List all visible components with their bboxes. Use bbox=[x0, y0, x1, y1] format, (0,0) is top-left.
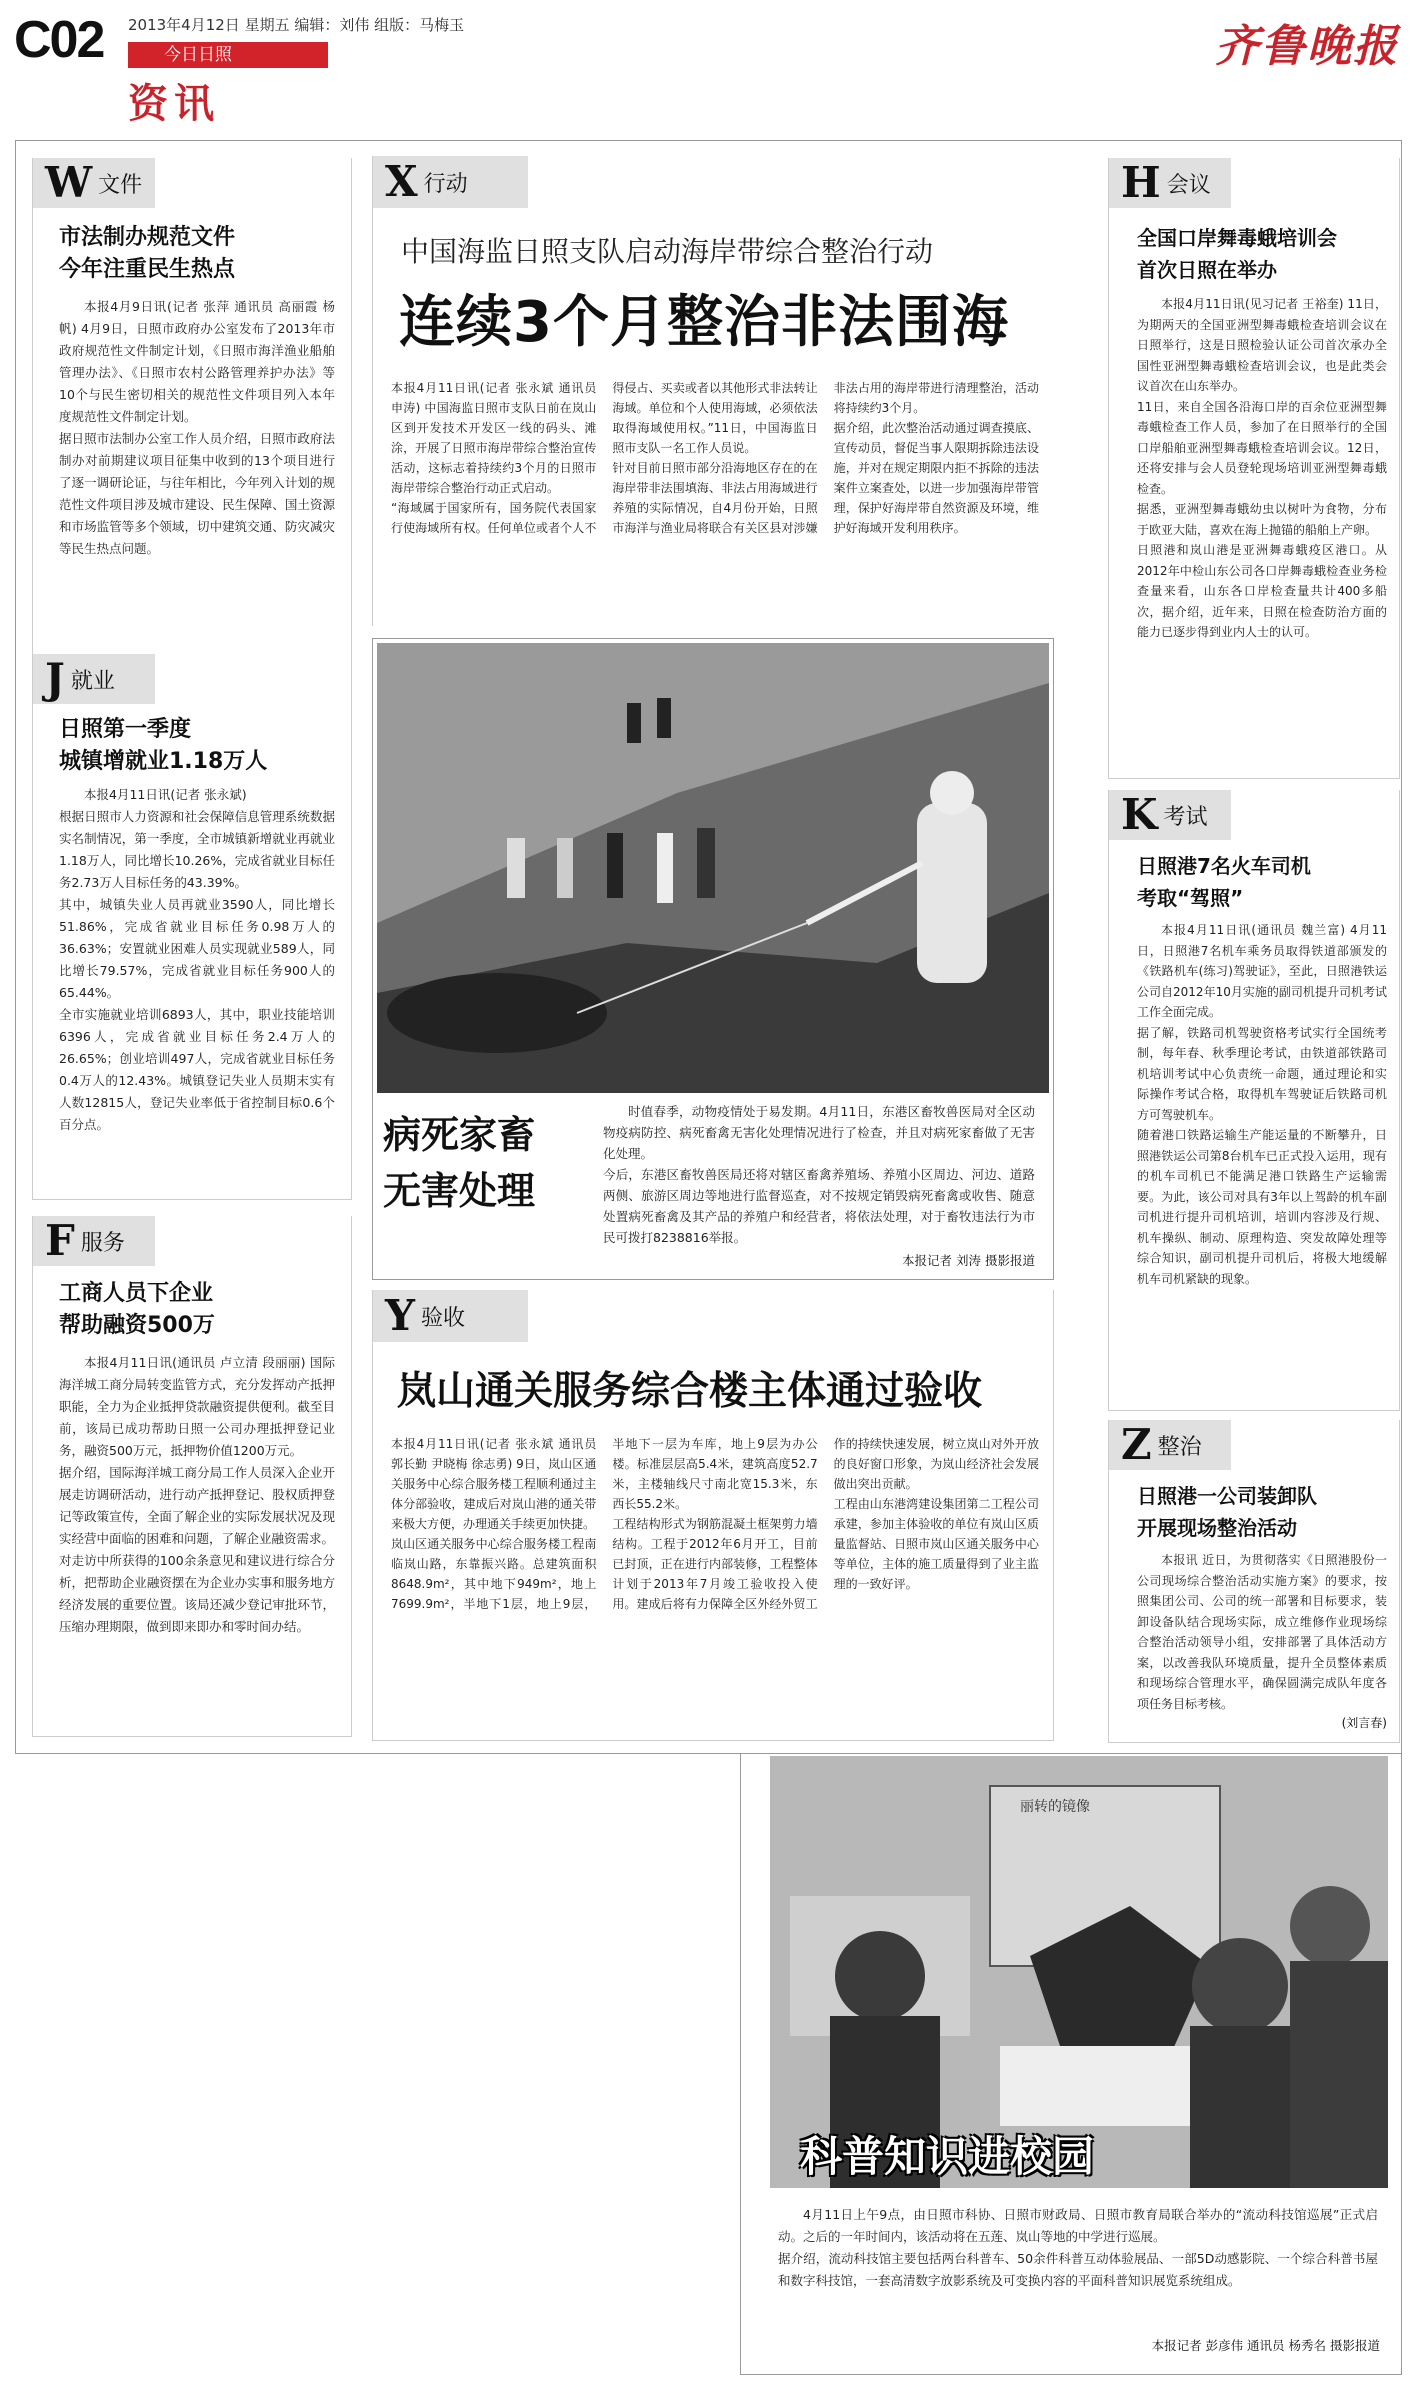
photo-credit: 本报记者 彭彦伟 通讯员 杨秀名 摄影报道 bbox=[1151, 2338, 1380, 2353]
livestock-disposal-photo bbox=[377, 643, 1049, 1093]
headline-line2: 考取“驾照” bbox=[1137, 886, 1244, 910]
tag-letter: Z bbox=[1121, 1420, 1152, 1469]
headline-line1: 日照港7名火车司机 bbox=[1137, 854, 1311, 878]
page-meta: 2013年4月12日 星期五 编辑：刘伟 组版：马梅玉 bbox=[128, 16, 465, 34]
article-z bbox=[1108, 1420, 1400, 1743]
headline-line1: 日照港一公司装卸队 bbox=[1137, 1484, 1317, 1508]
article-body: 本报4月11日讯(记者 张永斌 通讯员 郭长勤 尹晓梅 徐志勇) 9日，岚山区通关服务中心综合服务楼工程顺利通过主体分部验收，建成后对岚山港的通关带来极大方便，办理通关手续更加快捷。 岚山区通关服务中心综合服务楼工程南临岚山路，东靠振兴路。总建筑面积8648.9m²，其中地下949m²，地上7699.9m²，半地下1层，地上9层，半地下一层为车库，地上9层为办公楼。标准层层高5.4米，建筑高度52.7米，主楼轴线尺寸南北宽15.3米，东西长55.2米。 工程结构形式为钢筋混凝土框架剪力墙结构。工程于2012年6月开工，目前已封顶，正在进行内部装修，工程整体计划于2013年7月竣工验收投入使用。建成后将有力保障全区外经外贸工作的持续快速发展，树立岚山对外开放的良好窗口形象，为岚山经济社会发展做出突出贡献。 工程由山东港湾建设集团第二工程公司承建，参加主体验收的单位有岚山区质量监督站、日照市岚山区通关服务中心等单位，主体的施工质量得到了业主监理的一致好评。 bbox=[391, 1437, 1039, 1611]
article-k bbox=[1108, 790, 1400, 1411]
photo-credit: 本报记者 刘涛 摄影报道 bbox=[902, 1253, 1035, 1268]
headline-line1: 工商人员下企业 bbox=[59, 1281, 214, 1306]
tag-letter: Y bbox=[385, 1291, 415, 1340]
main-headline: 岚山通关服务综合楼主体通过验收 bbox=[397, 1369, 983, 1414]
article-body: 本报4月11日讯(记者 张永斌 通讯员 申涛) 中国海监日照市支队日前在岚山区到开发技术开发区一线的码头、滩涂，开展了日照市海岸带综合整治宣传活动，这标志着持续约3个月的日照市海岸带综合整治行动正式启动。 “海域属于国家所有，国务院代表国家行使海域所有权。任何单位或者个人不得侵占、买卖或者以其他形式非法转让海域。单位和个人使用海域，必须依法取得海域使用权。”11日，中国海监日照市支队一名工作人员说。 针对目前日照市部分沿海地区存在的在海岸带非法围填海、非法占用海域进行养殖的实际情况，自4月份开始，日照市海洋与渔业局将联合有关区县对涉嫌非法占用的海岸带进行清理整治，活动将持续约3个月。 据介绍，此次整治活动通过调查摸底、宣传动员，督促当事人限期拆除违法设施，并对在规定期限内拒不拆除的违法案件立案查处，以进一步加强海岸带管理，保护好海岸带自然资源及环境，维护好海域开发利用秩序。 bbox=[391, 381, 1039, 535]
tag-letter: W bbox=[45, 158, 93, 207]
article-h bbox=[1108, 158, 1400, 779]
newspaper-masthead: 齐鲁晚报 bbox=[1215, 21, 1399, 72]
tag-label: 整治 bbox=[1157, 1434, 1202, 1460]
tag-label: 考试 bbox=[1163, 804, 1208, 830]
article-body: 本报4月11日讯(通讯员 魏兰富) 4月11日，日照港7名机车乘务员取得铁道部颁发的《铁路机车(练习)驾驶证》，至此，日照港铁运公司自2012年10月实施的副司机提升司机考试工作全面完成。 据了解，铁路司机驾驶资格考试实行全国统考制，每年春、秋季理论考试，由铁道部铁路司机培训考试中心负责统一命题，通过理论和实际操作考试合格，取得机车驾驶证后铁路司机方可驾驶机车。 随着港口铁路运输生产能运量的不断攀升，日照港铁运公司第8台机车已正式投入运用，现有的机车司机已不能满足港口铁路生产运输需要。为此，该公司对具有3年以上驾龄的机车副司机进行提升司机培训，培训内容涉及行规、机车操纵、制动、原理构造、突发故障处理等综合知识，副司机提升司机后，将极大地缓解机车司机紧缺的现象。 bbox=[1137, 923, 1387, 1286]
tag-label: 行动 bbox=[423, 171, 468, 197]
headline-line1: 日照第一季度 bbox=[59, 717, 192, 742]
tag-k bbox=[1109, 790, 1231, 840]
tag-label: 文件 bbox=[98, 172, 143, 198]
headline-line2: 今年注重民生热点 bbox=[59, 257, 236, 282]
tag-letter: H bbox=[1121, 158, 1161, 207]
article-body: 本报4月11日讯(记者 张永斌) 根据日照市人力资源和社会保障信息管理系统数据实名制情况，第一季度，全市城镇新增就业再就业1.18万人，同比增长10.26%，完成省就业目标任务2.73万人目标任务的43.39%。 其中，城镇失业人员再就业3590人，同比增长51.86%，完成省就业目标任务0.98万人的36.63%；安置就业困难人员实现就业589人，同比增长79.57%，完成省就业目标任务900人的65.44%。 全市实施就业培训6893人，其中，职业技能培训6396人，完成省就业目标任务2.4万人的26.65%；创业培训497人，完成省就业目标任务0.4万人的12.43%。城镇登记失业人员期末实有人数12815人，登记失业率低于省控制目标0.6个百分点。 bbox=[59, 787, 335, 1132]
tag-x bbox=[373, 156, 528, 208]
headline-line2: 开展现场整治活动 bbox=[1137, 1516, 1297, 1540]
caption-title-line2: 无害处理 bbox=[383, 1169, 536, 1213]
tag-w bbox=[33, 158, 155, 208]
photo-feature-science bbox=[770, 1756, 1390, 2366]
science-exhibit-photo bbox=[770, 1756, 1388, 2188]
headline-line2: 帮助融资500万 bbox=[59, 1313, 215, 1338]
article-body: 本报4月11日讯(见习记者 王裕奎) 11日，为期两天的全国亚洲型舞毒蛾检查培训会议在日照举行，这是日照检验认证公司首次承办全国性亚洲型舞毒蛾检查培训会议，也是此类会议首次在山东举办。 11日，来自全国各沿海口岸的百余位亚洲型舞毒蛾检查工作人员，参加了在日照举行的全国口岸船舶亚洲型舞毒蛾检查培训会议。12日，还将安排与会人员登轮现场培训亚洲型舞毒蛾检查。 据悉，亚洲型舞毒蛾幼虫以树叶为食物，分布于欧亚大陆，喜欢在海上抛锚的船舶上产卵。 日照港和岚山港是亚洲舞毒蛾疫区港口。从2012年中检山东公司各口岸舞毒蛾检查业务检查量来看，山东各口岸检查量共计400多船次，据介绍，近年来，日照在检查防治方面的能力已逐步得到业内人士的认可。 bbox=[1137, 297, 1387, 639]
article-body: 本报4月11日讯(通讯员 卢立清 段丽丽) 国际海洋城工商分局转变监管方式，充分发挥动产抵押职能，全力为企业抵押贷款融资提供便利。截至目前，该局已成功帮助日照一公司办理抵押登记业务，融资500万元，抵押物价值1200万元。 据介绍，国际海洋城工商分局工作人员深入企业开展走访调研活动，进行动产抵押登记、股权质押登记等政策宣传，全面了解企业的实际发展状况及现实经营中面临的困难和问题，了解企业融资需求。 对走访中所获得的100余条意见和建议进行综合分析，把帮助企业融资摆在为企业办实事和服务地方经济发展的重要位置。该局还减少登记审批环节，压缩办理期限，做到即来即办和零时间办结。 bbox=[59, 1355, 335, 1634]
tag-z bbox=[1109, 1420, 1231, 1470]
headline-line1: 市法制办规范文件 bbox=[59, 225, 236, 250]
tag-label: 会议 bbox=[1166, 172, 1211, 198]
subheadline: 中国海监日照支队启动海岸带综合整治行动 bbox=[401, 235, 934, 268]
article-w bbox=[32, 158, 352, 661]
article-y bbox=[372, 1290, 1054, 1741]
tag-j bbox=[33, 654, 155, 704]
article-credit: (刘言春) bbox=[1341, 1716, 1387, 1730]
tag-label: 验收 bbox=[420, 1305, 465, 1331]
photo-caption-text: 时值春季，动物疫情处于易发期。4月11日，东港区畜牧兽医局对全区动物疫病防控、病死畜禽无害化处理情况进行了检查，并且对病死家畜做了无害化处理。 今后，东港区畜牧兽医局还将对辖区畜禽养殖场、养殖小区周边、河边、道路两侧、旅游区周边等地进行监督巡查，对不按规定销毁病死畜禽或收售、随意处置病死畜禽及其产品的养殖户和经营者，将依法处理，对于畜牧违法行为市民可拨打8238816举报。 bbox=[603, 1104, 1035, 1245]
article-body: 本报讯 近日，为贯彻落实《日照港股份一公司现场综合整治活动实施方案》的要求，按照集团公司、公司的统一部署和目标要求，装卸设备队结合现场实际，成立维修作业现场综合整治活动领导小组，安排部署了具体活动方案，以改善我队环境质量，提升全员整体素质和现场综合管理水平，确保圆满完成队年度各项任务目标考核。 bbox=[1137, 1553, 1387, 1711]
tag-letter: J bbox=[45, 654, 65, 703]
headline-line1: 全国口岸舞毒蛾培训会 bbox=[1137, 226, 1337, 250]
headline-line2: 城镇增就业1.18万人 bbox=[59, 749, 268, 774]
tag-label: 服务 bbox=[80, 1230, 125, 1256]
tag-h bbox=[1109, 158, 1231, 208]
headline-line2: 首次日照在举办 bbox=[1137, 258, 1277, 282]
section-title: 资讯 bbox=[128, 81, 220, 127]
article-f bbox=[32, 1216, 352, 1737]
section-red-label: 今日日照 bbox=[128, 42, 328, 68]
photo-overlay-title: 科普知识进校园 bbox=[800, 2132, 1095, 2181]
article-body: 本报4月9日讯(记者 张萍 通讯员 高丽霞 杨帆) 4月9日，日照市政府办公室发布了2013年市政府规范性文件制定计划，《日照市海洋渔业船舶管理办法》、《日照市农村公路管理养护办法》等10个与民生密切相关的规范性文件项目列入本年度规范性文件制定计划。 据日照市法制办公室工作人员介绍，日照市政府法制办对前期建议项目征集中收到的13个项目进行了逐一调研论证，与往年相比，今年列入计划的规范性文件项目涉及城市建设、民生保障、国土资源和市场监管等多个领域，切中建筑交通、防灾减灾等民生热点问题。 bbox=[59, 299, 335, 556]
page-code: C02 bbox=[14, 11, 104, 69]
caption-title-line1: 病死家畜 bbox=[383, 1113, 536, 1157]
tag-letter: F bbox=[45, 1216, 75, 1265]
tag-label: 就业 bbox=[70, 668, 115, 694]
tag-letter: X bbox=[385, 157, 418, 206]
photo-feature-livestock bbox=[372, 638, 1054, 1280]
article-x bbox=[372, 156, 1053, 626]
article-j bbox=[32, 654, 352, 1200]
exhibit-poster-title: 丽转的镜像 bbox=[1020, 1799, 1090, 1815]
photo-illustration bbox=[377, 643, 1049, 1093]
photo-caption-title bbox=[383, 1107, 583, 1219]
photo-caption-text: 4月11日上午9点，由日照市科协、日照市财政局、日照市教育局联合举办的“流动科技馆巡展”正式启动。之后的一年时间内，该活动将在五莲、岚山等地的中学进行巡展。 据介绍，流动科技馆主要包括两台科普车、50余件科普互动体验展品、一部5D动感影院、一个综合科普书屋和数字科技馆，一套高清数字放影系统及可变换内容的平面科普知识展览系统组成。 bbox=[778, 2207, 1378, 2288]
tag-y bbox=[373, 1290, 528, 1342]
main-headline: 连续3个月整治非法围海 bbox=[399, 290, 1009, 355]
tag-letter: K bbox=[1121, 790, 1158, 839]
tag-f bbox=[33, 1216, 155, 1266]
